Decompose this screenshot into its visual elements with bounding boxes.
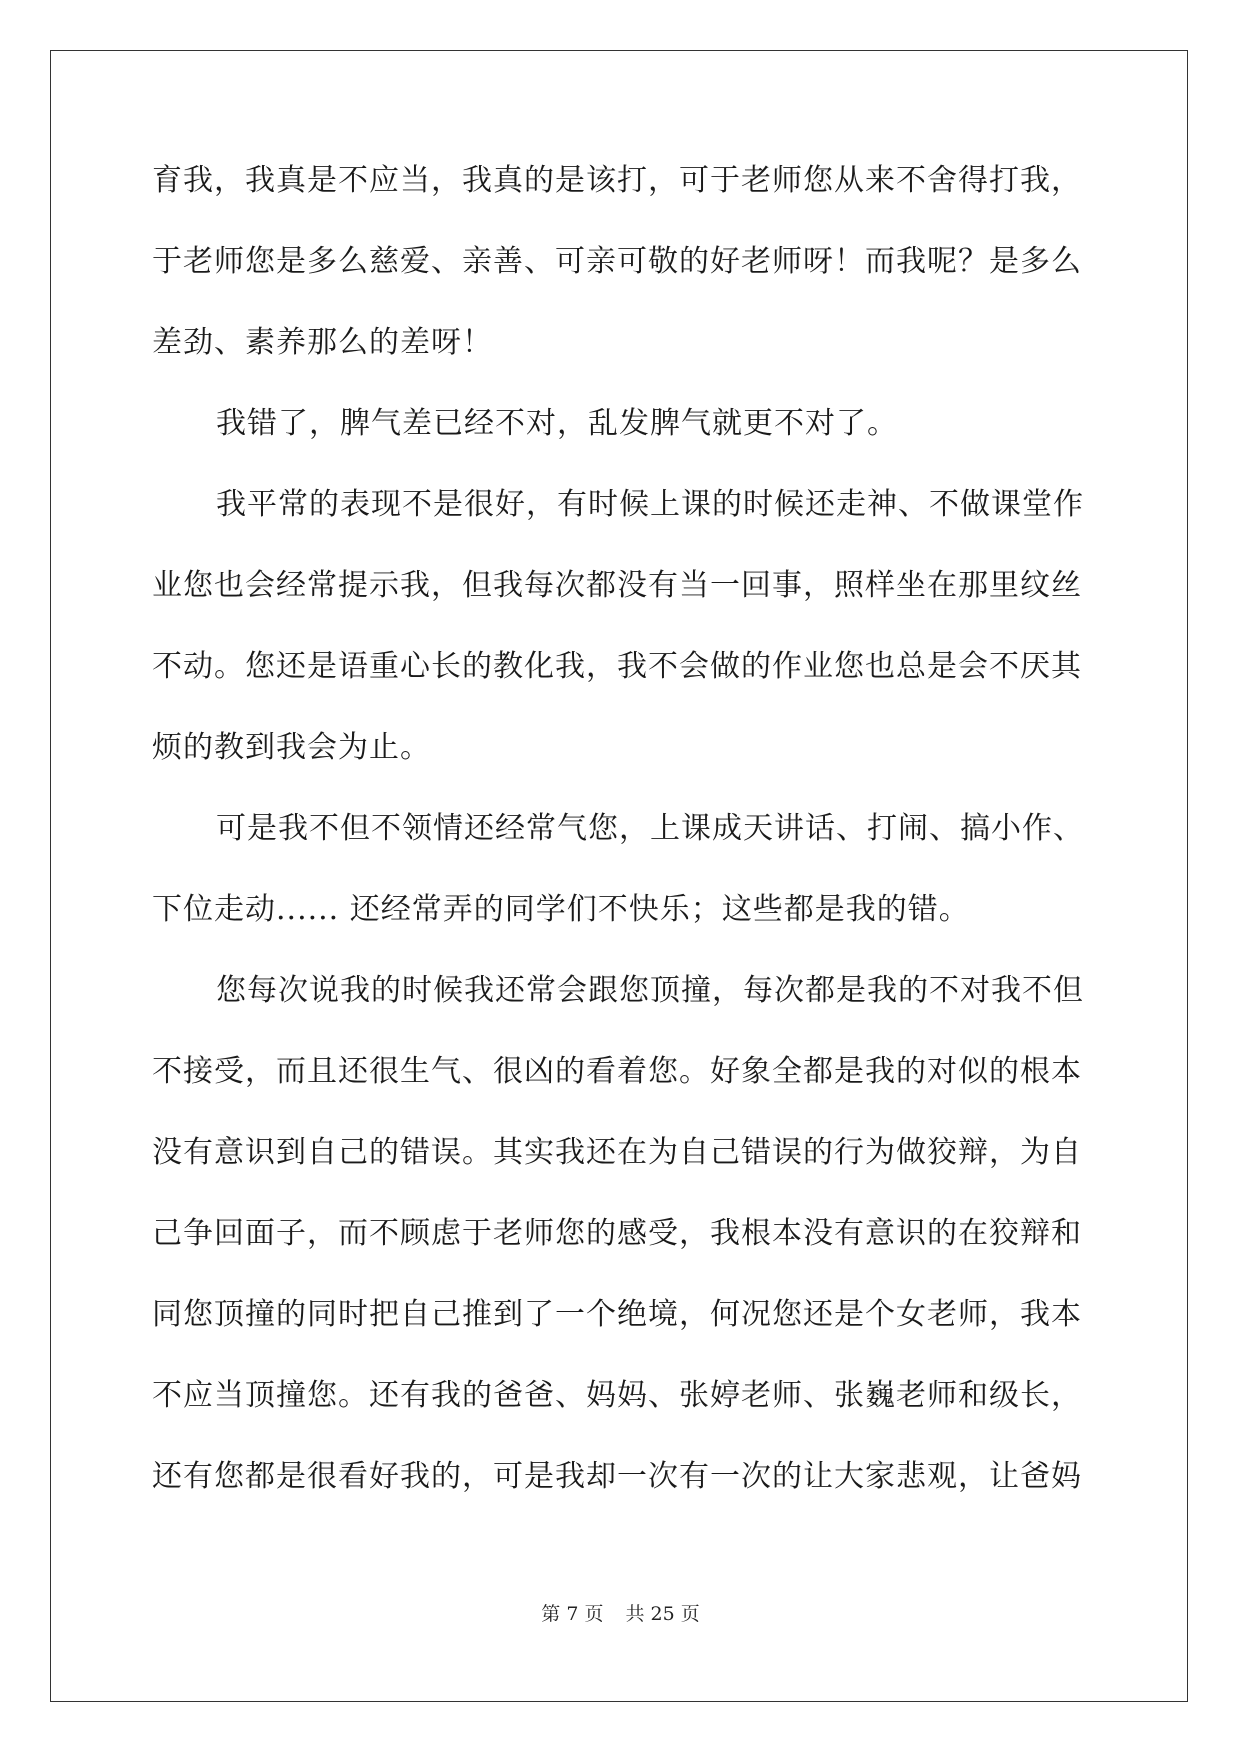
text-line: 于老师您是多么慈爱、亲善、可亲可敬的好老师呀！而我呢？是多么 [152,244,1082,279]
text-line: 烦的教到我会为止。 [152,730,431,765]
text-line: 不应当顶撞您。还有我的爸爸、妈妈、张婷老师、张巍老师和级长， [152,1378,1082,1413]
paragraph-start-line: 您每次说我的时候我还常会跟您顶撞，每次都是我的不对我不但 [216,973,1084,1008]
text-line: 育我，我真是不应当，我真的是该打，可于老师您从来不舍得打我， [152,163,1082,198]
text-line: 差劲、素养那么的差呀！ [152,325,493,360]
text-line: 不接受，而且还很生气、很凶的看着您。好象全都是我的对似的根本 [152,1054,1082,1089]
text-line: 下位走动...... 还经常弄的同学们不快乐；这些都是我的错。 [152,892,970,927]
document-body [152,140,1088,1517]
text-line: 业您也会经常提示我，但我每次都没有当一回事，照样坐在那里纹丝 [152,568,1082,603]
paragraph-start-line: 可是我不但不领情还经常气您，上课成天讲话、打闹、搞小作、 [216,811,1084,846]
text-line: 没有意识到自己的错误。其实我还在为自己错误的行为做狡辩，为自 [152,1135,1082,1170]
text-line: 不动。您还是语重心长的教化我，我不会做的作业您也总是会不厌其 [152,649,1082,684]
page-number: 第 7 页 [541,1603,604,1625]
text-line: 同您顶撞的同时把自己推到了一个绝境，何况您还是个女老师，我本 [152,1297,1082,1332]
page-footer [0,1599,1241,1626]
paragraph-start-line: 我平常的表现不是很好，有时候上课的时候还走神、不做课堂作 [216,487,1084,522]
text-line: 还有您都是很看好我的，可是我却一次有一次的让大家悲观，让爸妈 [152,1459,1082,1494]
paragraph-start-line: 我错了，脾气差已经不对，乱发脾气就更不对了。 [216,406,898,441]
page-total: 共 25 页 [625,1603,700,1625]
text-line: 己争回面子，而不顾虑于老师您的感受，我根本没有意识的在狡辩和 [152,1216,1082,1251]
